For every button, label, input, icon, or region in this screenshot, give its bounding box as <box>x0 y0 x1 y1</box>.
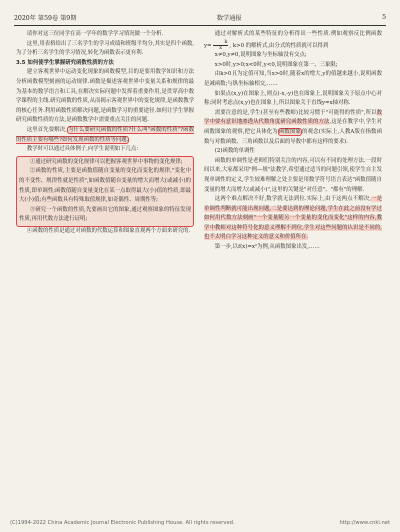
journal-title: 数学通报 <box>216 14 242 22</box>
highlighted-method: 数学中要有意识地渗透从代数角度研究函数性质的方法 <box>204 109 382 126</box>
paragraph <box>204 30 382 51</box>
text-run: 这两个难点解决不好,数学就无法到位.实际上,由于这两点不解决, <box>214 196 371 203</box>
text-run: ,这是在教学中,学生对函数图象的观察,把它具体化为 <box>204 119 382 135</box>
section-title: 如何使学生掌握研究函数性质的方法 <box>27 59 114 66</box>
section-heading <box>16 59 194 69</box>
point-item: ①通过研究函数的变化规律可以把握客观世界中事物的变化规律; <box>29 158 183 165</box>
page-header <box>14 10 386 24</box>
highlighted-issue: 在此之前没有学过如何用代数方法刻画"一个变量随另一个变量的变化而变化"这样的内容,教学中教师对这种符号化的意义理解不到位,学生对这些问题的认识是不同的,也不太明白学习这种定义的意义和价值所在. <box>204 205 382 241</box>
point-item: ③研究一个函数的性质,先要画出它的图象,通过观察图象的特征发现性质,再用代数方法进行证明; <box>19 206 191 223</box>
page-footer <box>10 520 390 526</box>
paragraph: 建立客观世界中运动变化现象的函数模型,目的是要用数学知识和方法分析函数模型刻画的运动规律.函数是描述客观世界中变量关系和规律的最为基本的数学语言和工具,在解决实际问题中发挥着重要作用,是贯穿高中数学课程的主线.研究函数的性质,从而揭示客观世界中的变化规律,是函数教学的核心任务.利用函数性质解决问题,是函数学习的重要途径.如何让学生掌握研究函数性质的方法,是函数教学中需要重点关注的问题. <box>16 69 194 124</box>
footer-url: http://www.cnki.net <box>339 520 390 526</box>
text-run: 通过对解析式的某些特征的分析得出一些性质.例如观察反比例函数 <box>214 31 382 37</box>
right-column <box>204 30 382 253</box>
highlighted-questions: 为什么要研究函数的性质?什么叫"函数的性质"?函数的性质主要有哪些?如何发现函数的性质等问题. <box>16 126 194 143</box>
paragraph <box>204 109 382 147</box>
page-number: 5 <box>382 13 386 21</box>
issue-info: 2020年 第59卷 第9期 <box>14 14 77 22</box>
point-item: ②函数的性质,主要是函数值随自变量的变化而变化的规律,"变化中的不变性、规律性就是性质",如函数值随自变量的增大而增大(或减小)的性质,即单调性;函数值随自变量变化在某一点取得最大(小)值的性质,即最大(小)值;有些函数具有特殊取值规律,如奇偶性、周期性等; <box>19 168 191 204</box>
paragraph: 如果点(x,y)在图象上,则点(-x,-y)也在图象上,说明图象关于原点中心对称;同时考虑点(x,y)也在图象上,所以图象关于直线y=x轴对称. <box>204 90 382 107</box>
paragraph <box>16 126 194 145</box>
subsection-title: (2)函数的单调性 <box>214 148 255 155</box>
point-item: ④函数的性质是通过对函数的代数运算和图象直观两个方面来研究的. <box>26 227 191 234</box>
paragraph: 第一步,以f(x)=x²为例,从函数图象出发,…… <box>214 244 320 251</box>
paragraph: 请你对这三位同学在高一学年的数学学习情况做一个分析. <box>26 31 164 37</box>
paragraph: 函数的单调性是老师们特别关注的内容,可以有不同的处理方法.一段时间以来,大家都采用"例—规"法教学,希望通过适当的问题引领,使学生自主发现单调性的定义,学生较难理解之处主要是用数学符号语言表达"函数值随自变量的增大而增大(或减小)",这里的关键是"对任意"、"都有"的理解. <box>204 157 382 193</box>
derived-property: x≠0,y≠0,说明图象与坐标轴没有交点; <box>214 52 307 59</box>
text-run: 的观念(实际上,人教A版在指数函数与对数函数、三角函数以及后面的导数中都有这样的要求). <box>204 128 382 145</box>
section-number: 3.5 <box>16 59 26 66</box>
text-run: 这里首先要解决, <box>26 126 67 133</box>
header-rule <box>14 25 386 26</box>
copyright-text: (C)1994-2022 China Academic Journal Electronic Publishing House. All rights reserved. <box>10 520 235 526</box>
formula-inverse: y= $\frac{k}{x}$, <box>204 38 232 51</box>
paragraph: 这里,用表格给出了三名学生的学习成绩和班级平均分,其实是四个函数,为了分析三名学生的学习情况,转化为函数表示更有利. <box>16 40 194 57</box>
paragraph: 教学时可以通过具体例子,向学生说明如下几点: <box>26 146 139 153</box>
text-run: 的解析式,由分式的性质就可以得到 <box>245 42 329 49</box>
highlighted-points-box <box>16 156 194 227</box>
derived-property: x>0时,y>0;x<0时,y<0,说明图象在第一、三象限; <box>214 61 338 68</box>
paragraph <box>204 195 382 243</box>
left-column <box>16 30 194 236</box>
text-run: 需要注意的是,学生(甚至有些教师)比较习惯于"可能得的性质",所以 <box>214 109 377 116</box>
highlighted-issue: 一是单调性判断就可能出现问题,二是要达到的理论问题,学生 <box>204 196 382 212</box>
graph-term-box: 函数图象 <box>278 128 301 135</box>
formula-condition: k>0 <box>232 42 245 49</box>
derived-property: 由k>0且为定值可知,当x>0时,随着x的增大,y的值越来越小,说明函数是减函数;与纵坐标轴相交,…… <box>204 71 382 87</box>
